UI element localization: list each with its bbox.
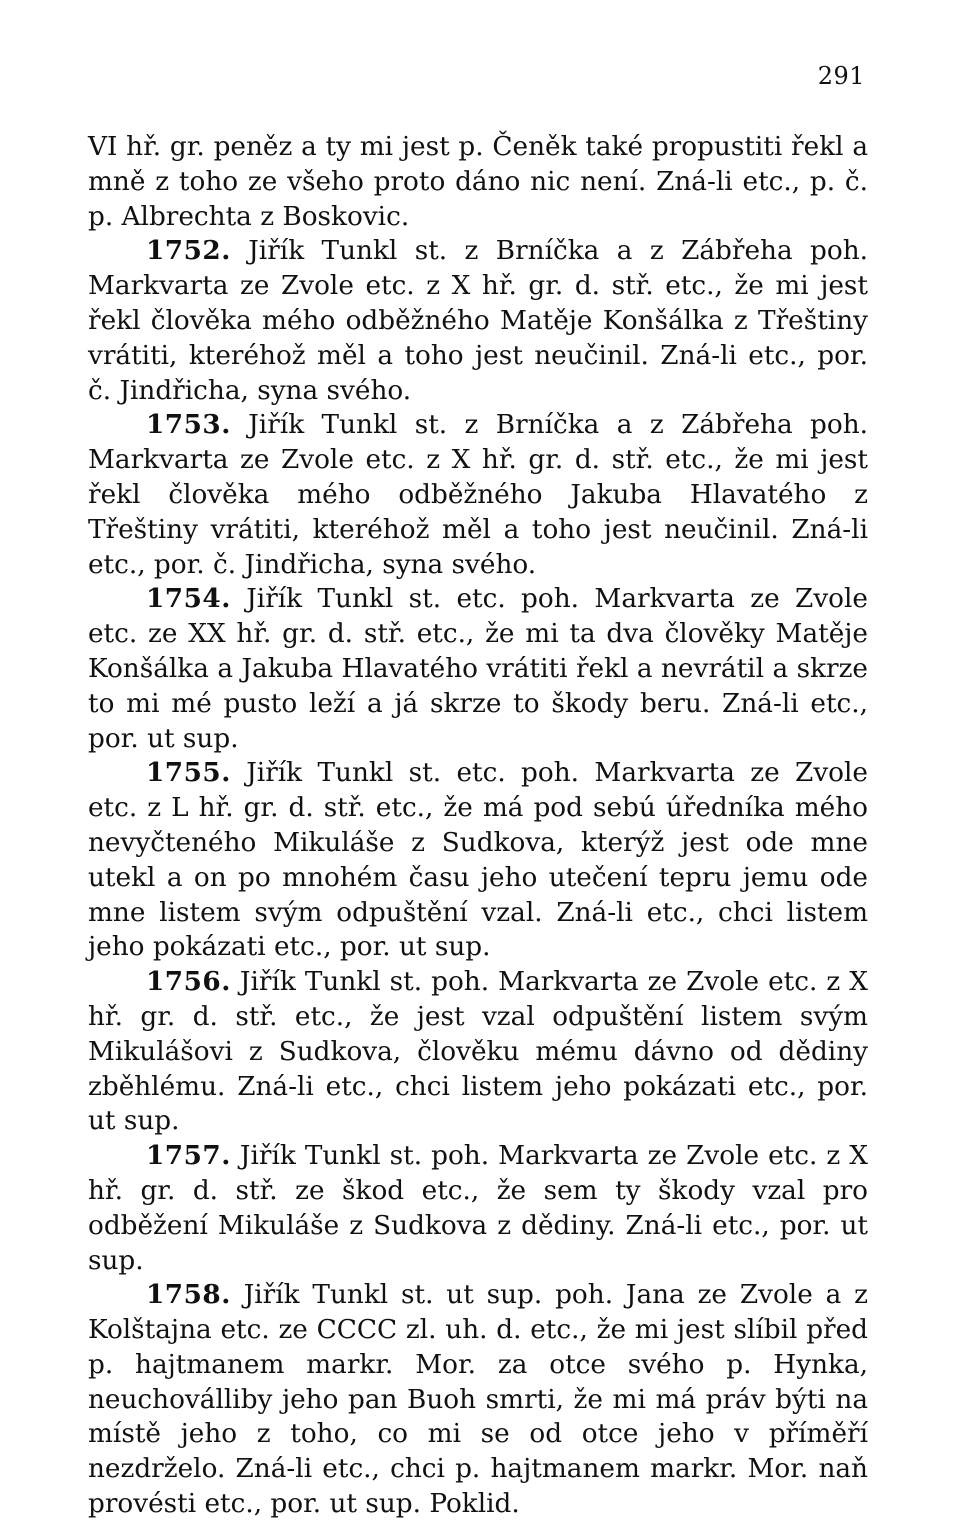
- entry-text: Jiřík Tunkl st. poh. Markvarta ze Zvole etc. z X hř. gr. d. stř. etc., že jest vzal odpuštění listem svým Mikulášovi z Sudkova, člověku mému dávno od dědiny zběhlému. Zná-li etc., chci listem jeho pokázati etc., por. ut sup.: [88, 967, 869, 1137]
- entry-text: Jiřík Tunkl st. ut sup. poh. Jana ze Zvole a z Kolštajna etc. ze CCCC zl. uh. d. etc., že mi jest slíbil před p. hajtmanem markr. Mor. za otce svého p. Hynka, neuchoválliby jeho pan Buoh smrti, že mi má práv býti na místě jeho z toho, co mi se od otce jeho v příměří nezdrželo. Zná-li etc., chci p. hajtmanem markr. Mor. naň provésti etc., por. ut sup. Poklid.: [88, 1280, 868, 1520]
- entry-1756: [88, 965, 868, 1139]
- entry-number: 1757.: [146, 1140, 231, 1172]
- entry-number: 1753.: [146, 409, 231, 441]
- entry-text: Jiřík Tunkl st. z Brníčka a z Zábřeha poh. Markvarta ze Zvole etc. z X hř. gr. d. stř. etc., že mi jest řekl člověka mého odběžného Jakuba Hlavatého z Třeštiny vrátiti, kteréhož měl a toho jest neučinil. Zná-li etc., por. č. Jindřicha, syna svého.: [88, 410, 868, 580]
- entry-1757: [88, 1139, 868, 1278]
- entry-1753: [88, 408, 868, 582]
- entry-text: Jiřík Tunkl st. poh. Markvarta ze Zvole etc. z X hř. gr. d. stř. ze škod etc., že sem ty škody vzal pro odběžení Mikuláše z Sudkova z dědiny. Zná-li etc., por. ut sup.: [88, 1141, 869, 1276]
- entry-text: Jiřík Tunkl st. etc. poh. Markvarta ze Zvole etc. z L hř. gr. d. stř. etc., že má pod sebú úředníka mého nevyčteného Mikuláše z Sudkova, kterýž jest ode mne utekl a on po mnohém času jeho utečení tepru jemu ode mne listem svým odpuštění vzal. Zná-li etc., chci listem jeho pokázati etc., por. ut sup.: [88, 758, 868, 963]
- entry-1758: [88, 1278, 868, 1522]
- entry-number: 1756.: [146, 966, 231, 998]
- page-number: 291: [817, 62, 865, 90]
- entry-number: 1752.: [146, 235, 231, 267]
- entry-number: 1755.: [146, 757, 231, 789]
- entry-number: 1758.: [146, 1279, 231, 1311]
- entry-text: VI hř. gr. peněz a ty mi jest p. Čeněk také propustiti řekl a mně z toho ze všeho proto dáno nic není. Zná-li etc., p. č. p. Albrechta z Boskovic.: [88, 132, 868, 232]
- document-body: [88, 130, 868, 1522]
- entry-number: 1754.: [146, 583, 231, 615]
- entry-1755: [88, 756, 868, 965]
- entry-continuation: [88, 130, 868, 234]
- entry-1752: [88, 234, 868, 408]
- entry-1754: [88, 582, 868, 756]
- entry-text: Jiřík Tunkl st. etc. poh. Markvarta ze Zvole etc. ze XX hř. gr. d. stř. etc., že mi ta dva člověky Matěje Konšálka a Jakuba Hlavatého vrátiti řekl a nevrátil a skrze to mi mé pusto leží a já skrze to škody beru. Zná-li etc., por. ut sup.: [88, 584, 868, 754]
- entry-text: Jiřík Tunkl st. z Brníčka a z Zábřeha poh. Markvarta ze Zvole etc. z X hř. gr. d. stř. etc., že mi jest řekl člověka mého odběžného Matěje Konšálka z Třeštiny vrátiti, kteréhož měl a toho jest neučinil. Zná-li etc., por. č. Jindřicha, syna svého.: [88, 236, 868, 406]
